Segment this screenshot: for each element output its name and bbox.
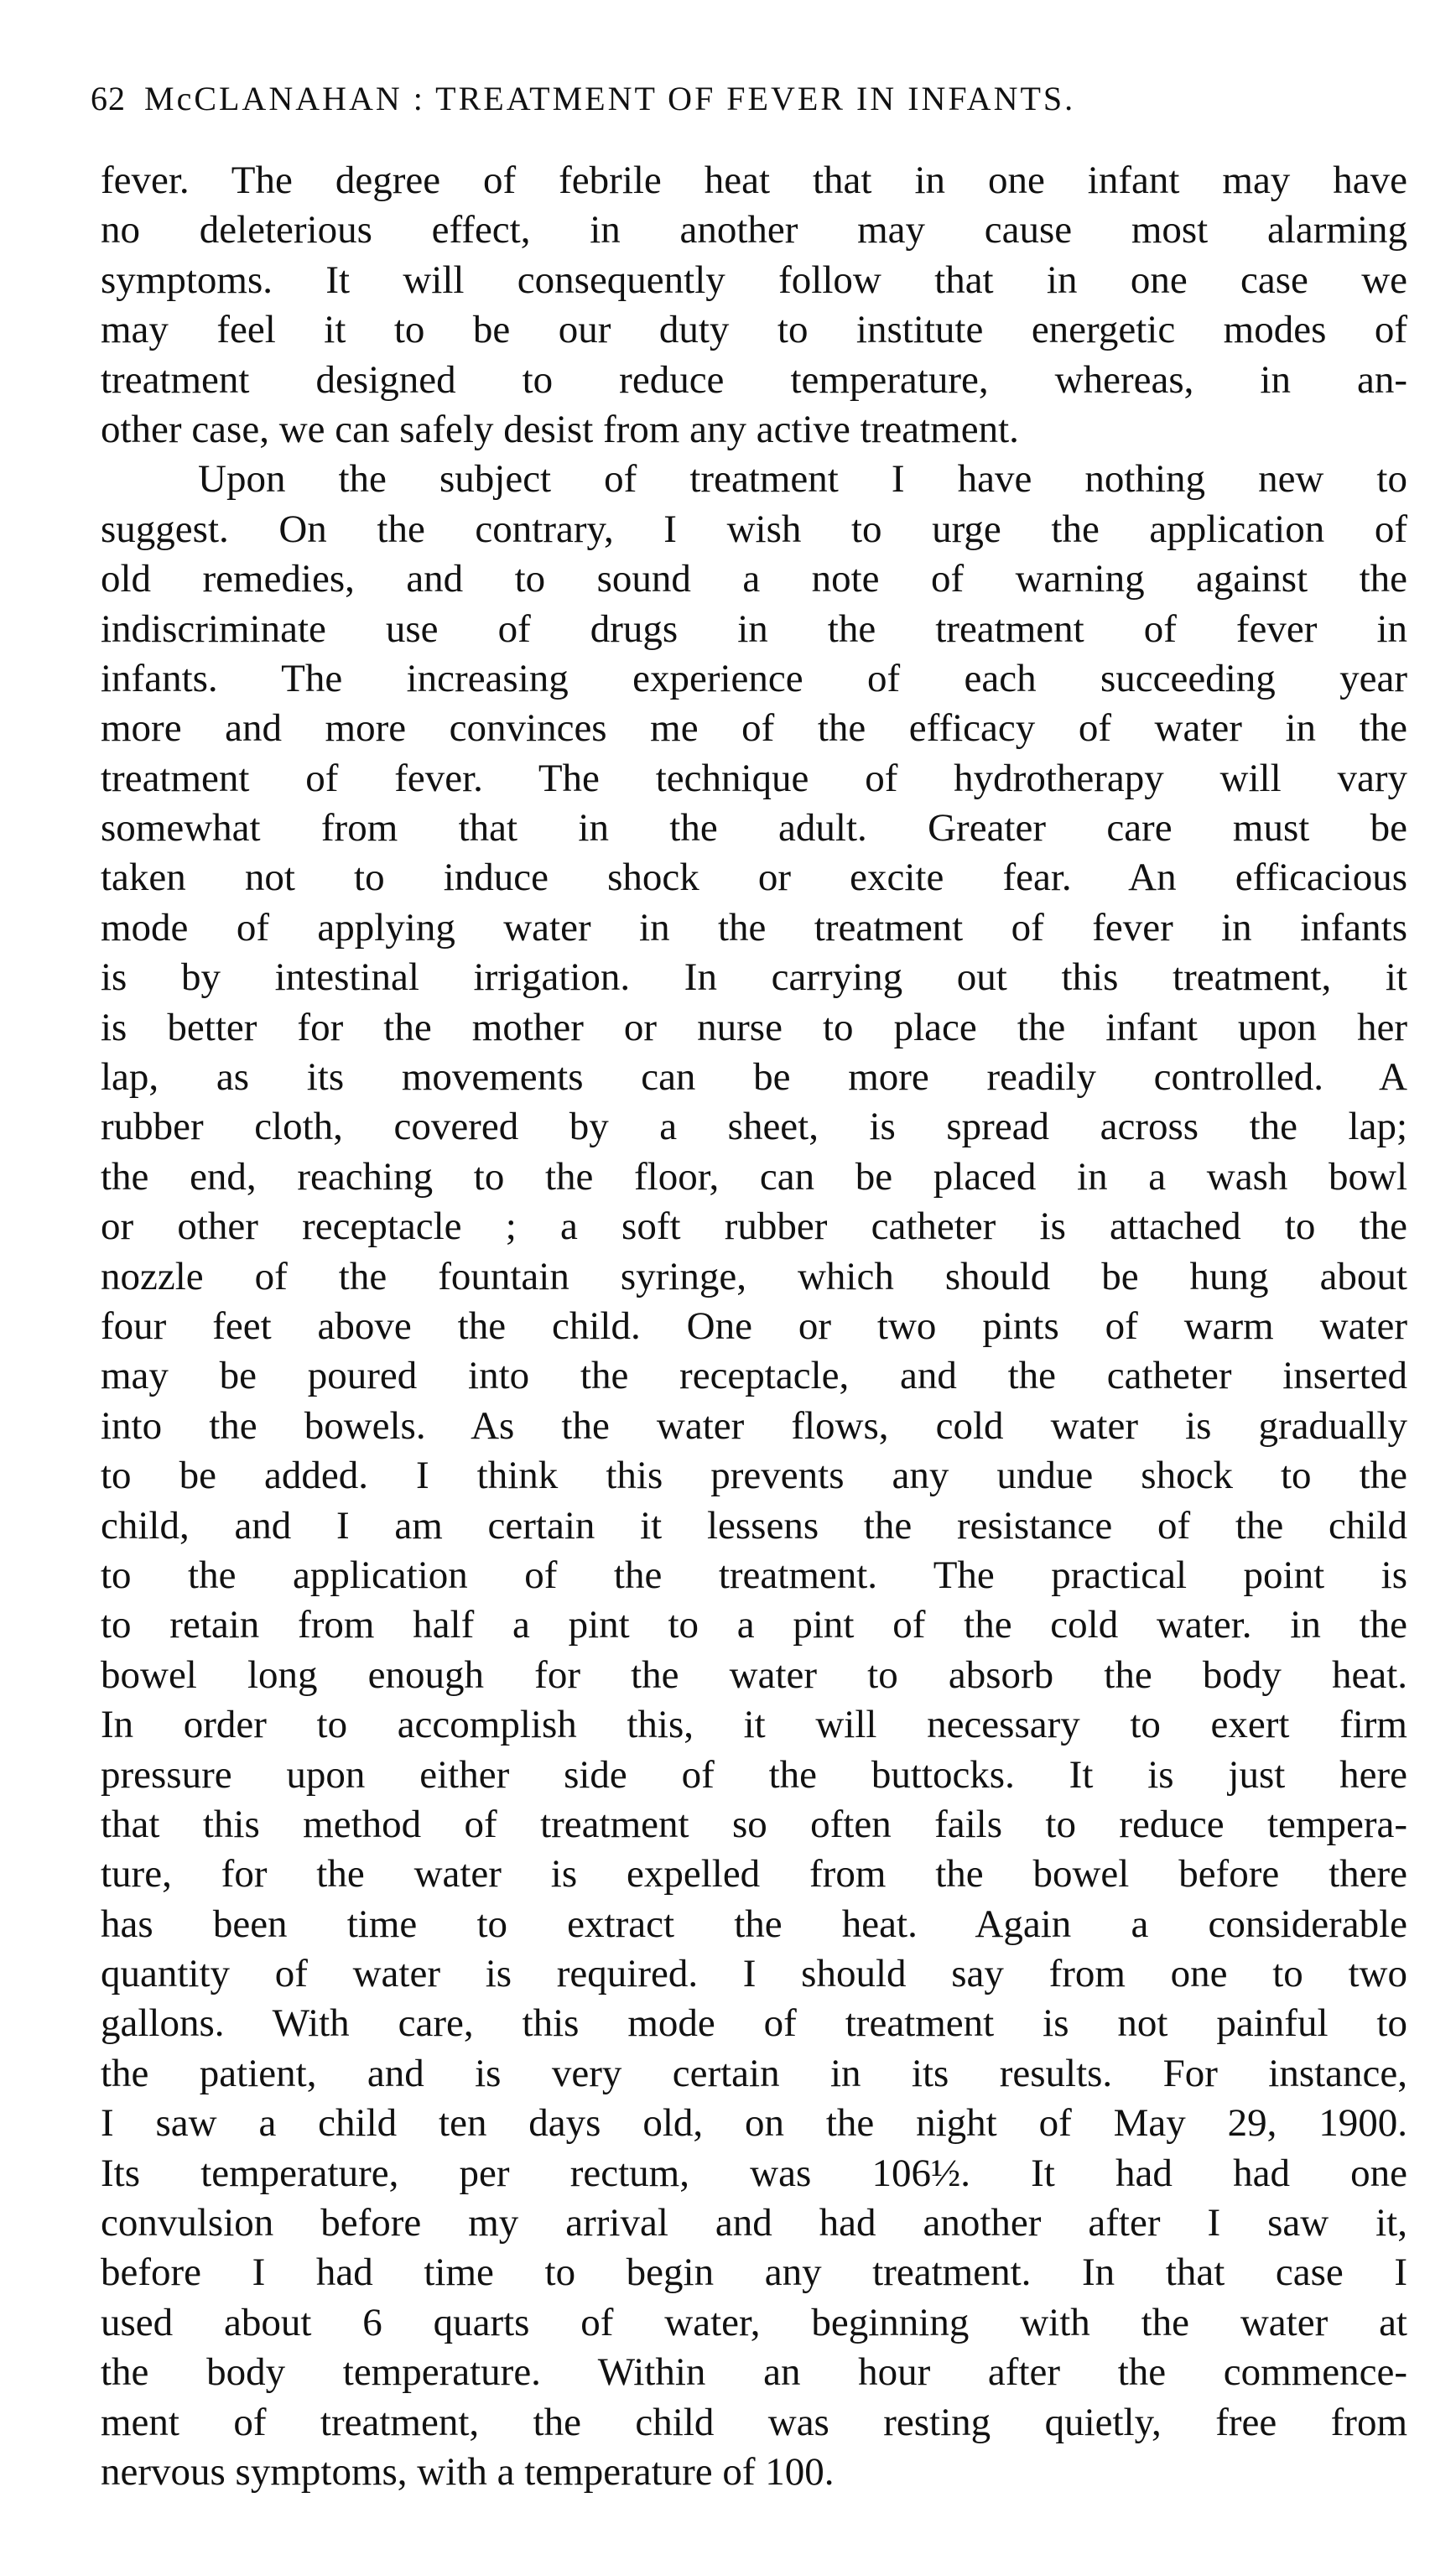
text-line: to be added. I think this prevents any undue shock to the <box>101 1454 1407 1498</box>
text-line: lap, as its movements can be more readily controlled. A <box>101 1055 1407 1100</box>
text-line: mode of applying water in the treatment of fever in infants <box>101 905 1407 950</box>
text-line: pressure upon either side of the buttocks. It is just here <box>101 1752 1407 1797</box>
text-line: somewhat from that in the adult. Greater care must be <box>101 806 1407 851</box>
text-line: no deleterious effect, in another may cause most alarming <box>101 208 1407 252</box>
text-line: into the bowels. As the water flows, cold water is gradually <box>101 1403 1407 1448</box>
text-line: infants. The increasing experience of each succeeding year <box>101 656 1407 700</box>
text-line: the patient, and is very certain in its results. For instance, <box>101 2051 1407 2095</box>
text-line: the end, reaching to the floor, can be placed in a wash bowl <box>101 1154 1407 1199</box>
text-line: used about 6 quarts of water, beginning with the water at <box>101 2300 1407 2344</box>
text-line: other case, we can safely desist from any active treatment. <box>101 407 1019 451</box>
running-title: McCLANAHAN : TREATMENT OF FEVER IN INFANTS. <box>144 80 1076 117</box>
page-number: 62 <box>91 80 126 117</box>
text-line: that this method of treatment so often fails to reduce tempera- <box>101 1802 1407 1846</box>
running-head <box>91 81 1399 117</box>
text-line: to retain from half a pint to a pint of the cold water. in the <box>101 1603 1407 1647</box>
text-line: more and more convinces me of the efficacy of water in the <box>101 706 1407 751</box>
text-line: In order to accomplish this, it will necessary to exert firm <box>101 1703 1407 1747</box>
text-line: quantity of water is required. I should say from one to two <box>101 1952 1407 1996</box>
text-line: is better for the mother or nurse to place the infant upon her <box>101 1005 1407 1049</box>
text-line: before I had time to begin any treatment. In that case I <box>101 2250 1407 2295</box>
text-line: old remedies, and to sound a note of warning against the <box>101 557 1407 601</box>
text-line: is by intestinal irrigation. In carrying out this treatment, it <box>101 955 1407 1000</box>
text-line: ment of treatment, the child was resting quietly, free from <box>101 2400 1407 2444</box>
text-line: the body temperature. Within an hour after the commence- <box>101 2350 1407 2395</box>
text-line: convulsion before my arrival and had another after I saw it, <box>101 2201 1407 2245</box>
text-line: fever. The degree of febrile heat that in one infant may have <box>101 159 1407 202</box>
text-line: treatment designed to reduce temperature, whereas, in an- <box>101 357 1407 402</box>
paragraph-2 <box>101 455 1407 2497</box>
body-text <box>101 156 1407 2497</box>
text-line: bowel long enough for the water to absorb the body heat. <box>101 1652 1407 1697</box>
text-line: taken not to induce shock or excite fear. An efficacious <box>101 856 1407 900</box>
text-line: or other receptacle ; a soft rubber catheter is attached to the <box>101 1205 1407 1249</box>
text-line: gallons. With care, this mode of treatment is not painful to <box>101 2001 1407 2046</box>
text-line: nervous symptoms, with a temperature of 100. <box>101 2449 835 2494</box>
text-line: child, and I am certain it lessens the resistance of the child <box>101 1503 1407 1548</box>
text-line: suggest. On the contrary, I wish to urge the application of <box>101 507 1407 551</box>
text-line: may feel it to be our duty to institute energetic modes of <box>101 308 1407 352</box>
text-line: Upon the subject of treatment I have nothing new to <box>198 457 1407 502</box>
text-line: four feet above the child. One or two pints of warm water <box>101 1303 1407 1348</box>
paragraph-1 <box>101 156 1407 455</box>
text-line: may be poured into the receptacle, and the catheter inserted <box>101 1354 1407 1398</box>
text-line: ture, for the water is expelled from the bowel before there <box>101 1852 1407 1897</box>
text-line: rubber cloth, covered by a sheet, is spread across the lap; <box>101 1105 1407 1149</box>
text-line: nozzle of the fountain syringe, which should be hung about <box>101 1254 1407 1298</box>
text-line: treatment of fever. The technique of hydrotherapy will vary <box>101 756 1407 800</box>
text-line: indiscriminate use of drugs in the treatment of fever in <box>101 606 1407 651</box>
text-line: Its temperature, per rectum, was 106½. It had had one <box>101 2151 1407 2195</box>
text-line: to the application of the treatment. The practical point is <box>101 1553 1407 1597</box>
text-line: has been time to extract the heat. Again a considerable <box>101 1902 1407 1946</box>
text-line: symptoms. It will consequently follow that in one case we <box>101 258 1407 302</box>
text-line: I saw a child ten days old, on the night of May 29, 1900. <box>101 2101 1407 2146</box>
